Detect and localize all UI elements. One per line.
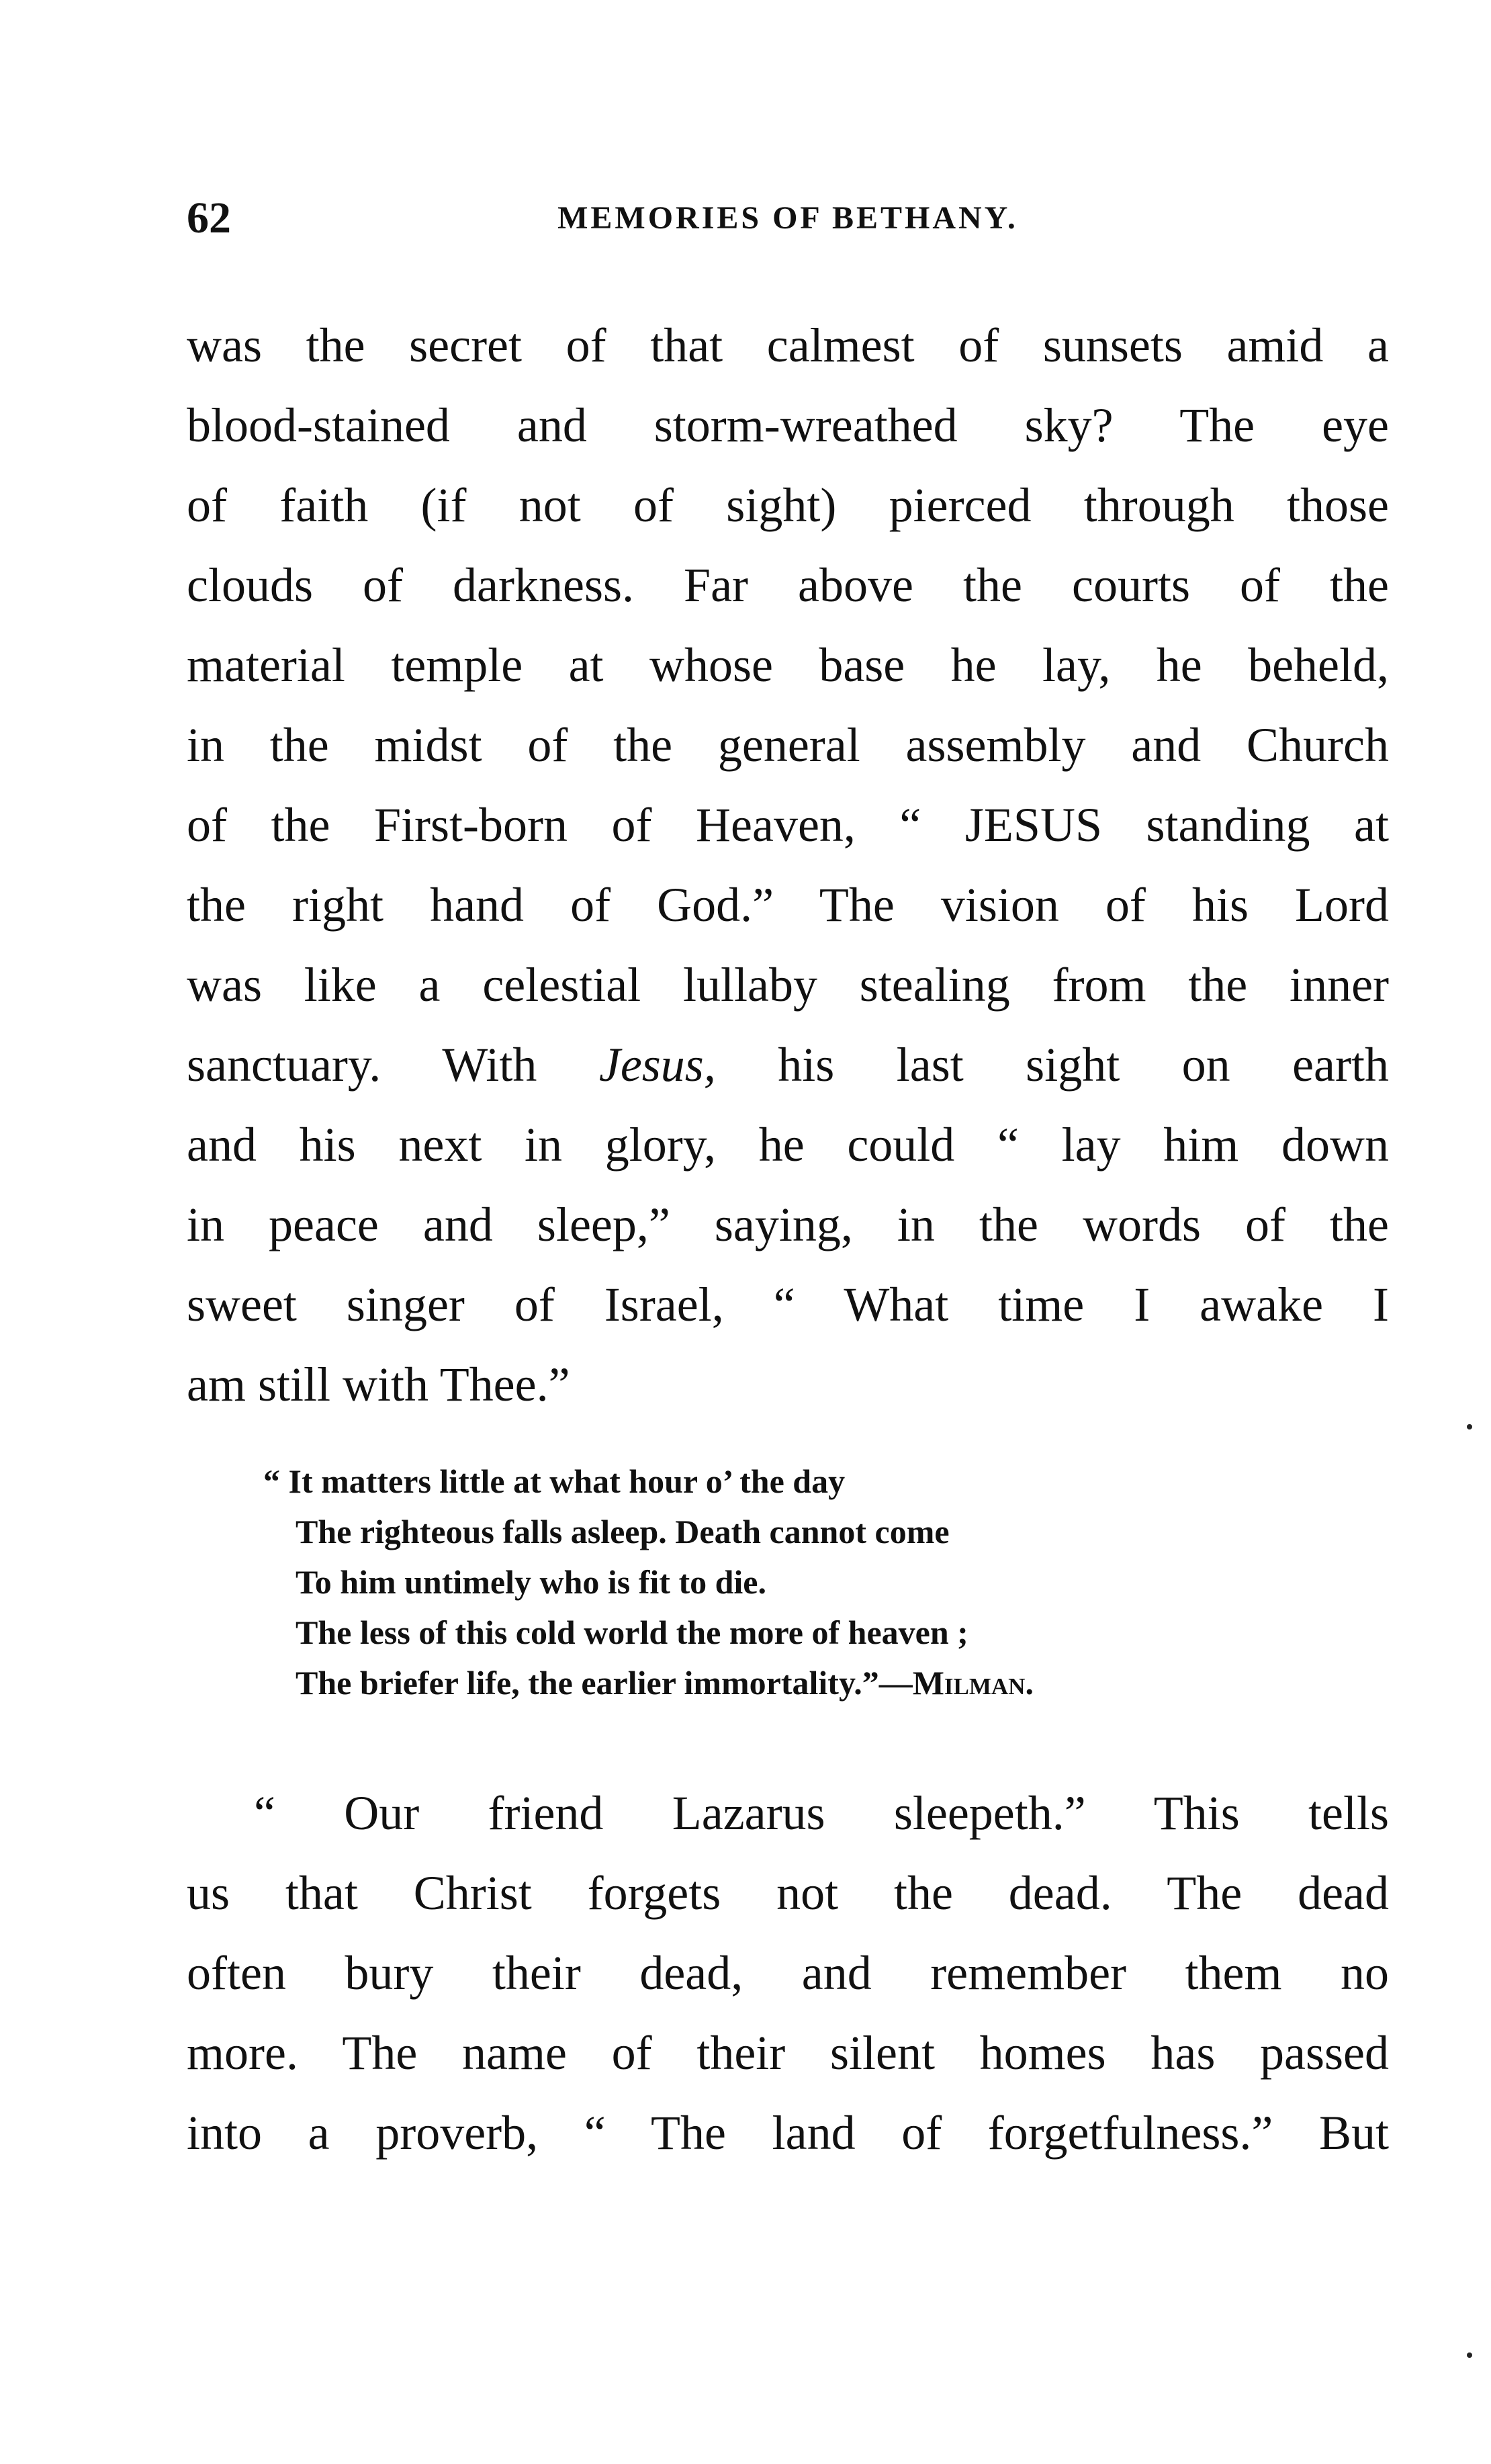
quote-line-final xyxy=(296,1658,1303,1708)
quote-line: The briefer life, the earlier immortality.”— xyxy=(296,1664,913,1702)
text-line: of the First-born of Heaven, “ JESUS standing at xyxy=(187,798,1389,852)
text-line: am still with Thee.” xyxy=(187,1358,570,1411)
quote-line: “ It matters little at what hour o’ the day xyxy=(263,1462,846,1500)
text-line: was like a celestial lullaby stealing from the inner xyxy=(187,958,1389,1012)
text-line: material temple at whose base he lay, he beheld, xyxy=(187,638,1389,692)
paragraph-1 xyxy=(187,306,1389,1425)
scan-speck xyxy=(1467,1424,1472,1429)
text-line: the right hand of God.” The vision of his Lord xyxy=(187,878,1389,932)
quote-line: The less of this cold world the more of heaven ; xyxy=(296,1614,968,1651)
italic-jesus: Jesus, xyxy=(598,1038,716,1092)
text-segment: sanctuary. With xyxy=(187,1038,599,1092)
text-line: clouds of darkness. Far above the courts of the xyxy=(187,558,1389,612)
text-line: and his next in glory, he could “ lay him down xyxy=(187,1118,1389,1172)
quote-attribution: Milman. xyxy=(912,1664,1034,1702)
text-line: in peace and sleep,” saying, in the words of the xyxy=(187,1198,1389,1251)
quote-line: The righteous falls asleep. Death cannot come xyxy=(296,1513,950,1550)
block-quotation xyxy=(263,1456,1303,1708)
text-line-mixed xyxy=(187,1025,1389,1105)
paragraph-2 xyxy=(187,1773,1389,2173)
text-line: in the midst of the general assembly and Church xyxy=(187,718,1389,772)
scan-speck xyxy=(1467,2352,1472,2358)
quote-line: To him untimely who is fit to die. xyxy=(296,1563,767,1601)
text-line: us that Christ forgets not the dead. The dead xyxy=(187,1866,1389,1920)
text-segment: his last sight on earth xyxy=(715,1038,1389,1092)
page-header xyxy=(187,188,1389,249)
text-line: sweet singer of Israel, “ What time I awake I xyxy=(187,1278,1389,1331)
text-line: was the secret of that calmest of sunsets amid a xyxy=(187,318,1389,372)
text-line: blood-stained and storm-wreathed sky? The eye xyxy=(187,398,1389,452)
text-line: often bury their dead, and remember them no xyxy=(187,1946,1389,2000)
text-line: more. The name of their silent homes has passed xyxy=(187,2026,1389,2080)
text-line: “ Our friend Lazarus sleepeth.” This tells xyxy=(254,1786,1389,1840)
text-line: into a proverb, “ The land of forgetfulness.” But xyxy=(187,2106,1389,2160)
running-title: MEMORIES OF BETHANY. xyxy=(557,200,1018,236)
page-number: 62 xyxy=(187,193,231,243)
text-line: of faith (if not of sight) pierced through those xyxy=(187,478,1389,532)
